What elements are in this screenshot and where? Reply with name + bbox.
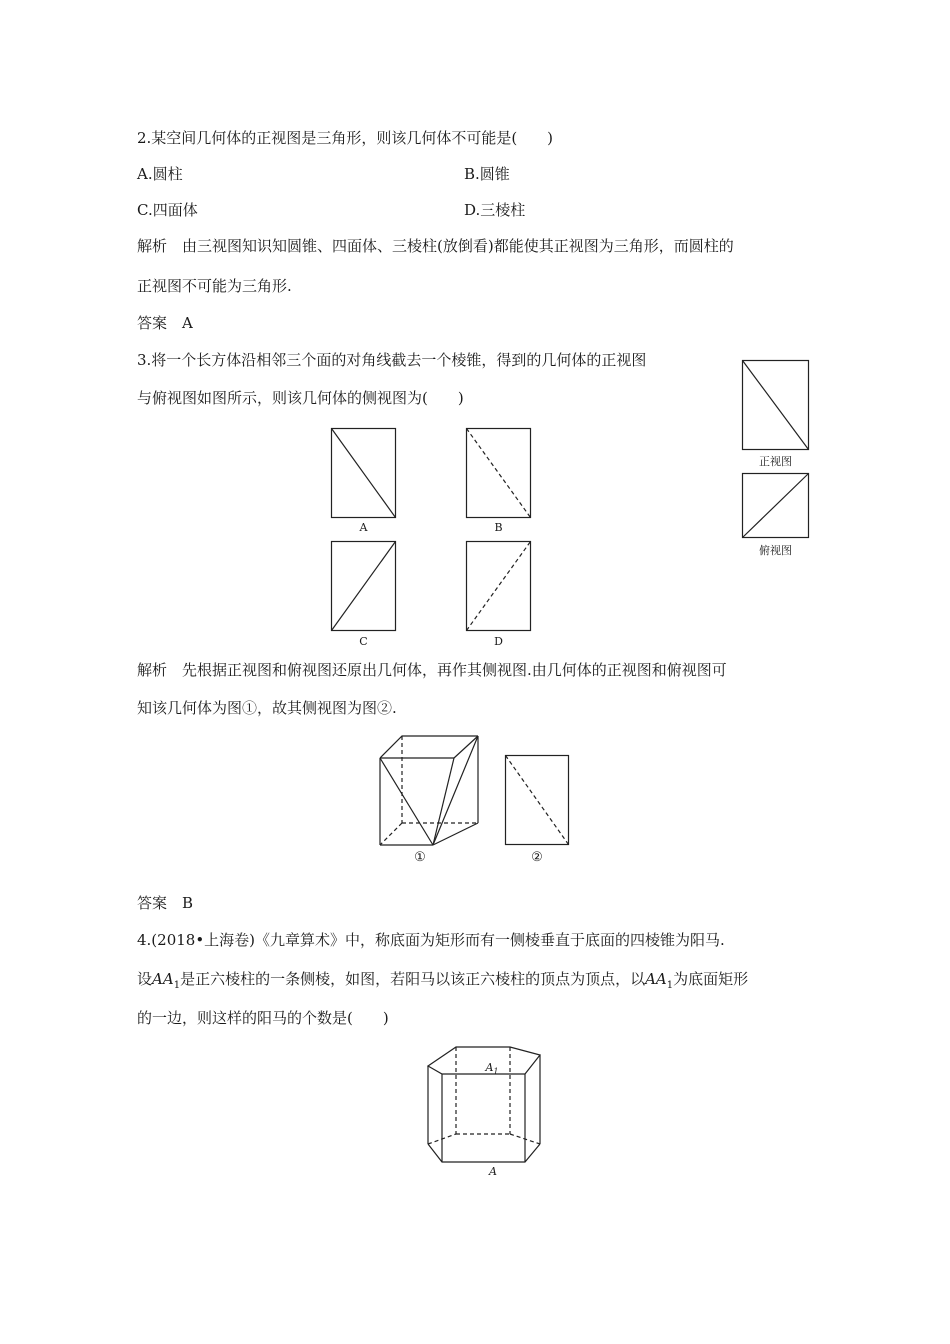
front-view-figure — [742, 360, 809, 450]
top-view-label: 俯视图 — [759, 544, 792, 557]
q4-edge-aa1-second-sub: 1 — [666, 980, 674, 991]
q4-edge-aa1-second: AA — [645, 970, 667, 988]
q3-answer: 答案 B — [137, 894, 194, 912]
choice-b-label: B — [494, 521, 503, 534]
choice-a-label: A — [359, 521, 368, 534]
vertex-a1-sub: 1 — [493, 1067, 499, 1077]
q4-stem-line3: 的一边，则这样的阳马的个数是( ) — [137, 1009, 389, 1027]
q4-stem-line2 — [137, 969, 748, 996]
vertex-a1-letter: A — [485, 1061, 494, 1074]
q2-stem: 2.某空间几何体的正视图是三角形，则该几何体不可能是( ) — [137, 129, 554, 147]
q2-analysis-line1: 解析 由三视图知识知圆锥、四面体、三棱柱(放倒看)都能使其正视图为三角形，而圆柱的 — [137, 237, 734, 255]
q3-stem-line1: 3.将一个长方体沿相邻三个面的对角线截去一个棱锥，得到的几何体的正视图 — [137, 351, 647, 369]
q2-analysis-line2: 正视图不可能为三角形. — [137, 277, 292, 295]
q4-stem-part-d: 是正六棱柱的一条侧棱，如图，若阳马以该正六棱柱的顶点为顶点，以 — [180, 970, 646, 988]
q4-stem-part-g: 为底面矩形 — [673, 970, 749, 988]
q4-edge-aa1-first: AA — [152, 970, 174, 988]
choice-d-label: D — [494, 635, 503, 648]
vertex-a-label: A — [489, 1165, 497, 1178]
q2-answer: 答案 A — [137, 314, 193, 332]
q4-edge-aa1-first-sub: 1 — [173, 980, 181, 991]
q4-stem-part-a: 设 — [137, 970, 153, 988]
top-view-figure — [742, 473, 809, 538]
choice-d-figure — [466, 541, 531, 631]
vertex-a1-label — [482, 1061, 502, 1079]
solid-figure-1 — [378, 733, 483, 848]
fig2-label: ② — [531, 850, 543, 865]
q2-option-b: B.圆锥 — [464, 165, 510, 183]
choice-a-figure — [331, 428, 396, 518]
q3-analysis-line2: 知该几何体为图①，故其侧视图为图②. — [137, 699, 397, 717]
fig1-label: ① — [414, 850, 426, 865]
choice-b-figure — [466, 428, 531, 518]
q3-analysis-line1: 解析 先根据正视图和俯视图还原出几何体，再作其侧视图.由几何体的正视图和俯视图可 — [137, 661, 727, 679]
choice-c-figure — [331, 541, 396, 631]
q3-stem-line2: 与俯视图如图所示，则该几何体的侧视图为( ) — [137, 389, 464, 407]
q2-option-a: A.圆柱 — [137, 165, 183, 183]
q4-stem-line1: 4.(2018•上海卷)《九章算术》中，称底面为矩形而有一侧棱垂直于底面的四棱锥为阳马. — [137, 931, 725, 949]
front-view-label: 正视图 — [759, 455, 792, 468]
side-view-figure-2 — [505, 755, 569, 845]
q2-option-c: C.四面体 — [137, 201, 198, 219]
q2-option-d: D.三棱柱 — [464, 201, 526, 219]
choice-c-label: C — [359, 635, 368, 648]
